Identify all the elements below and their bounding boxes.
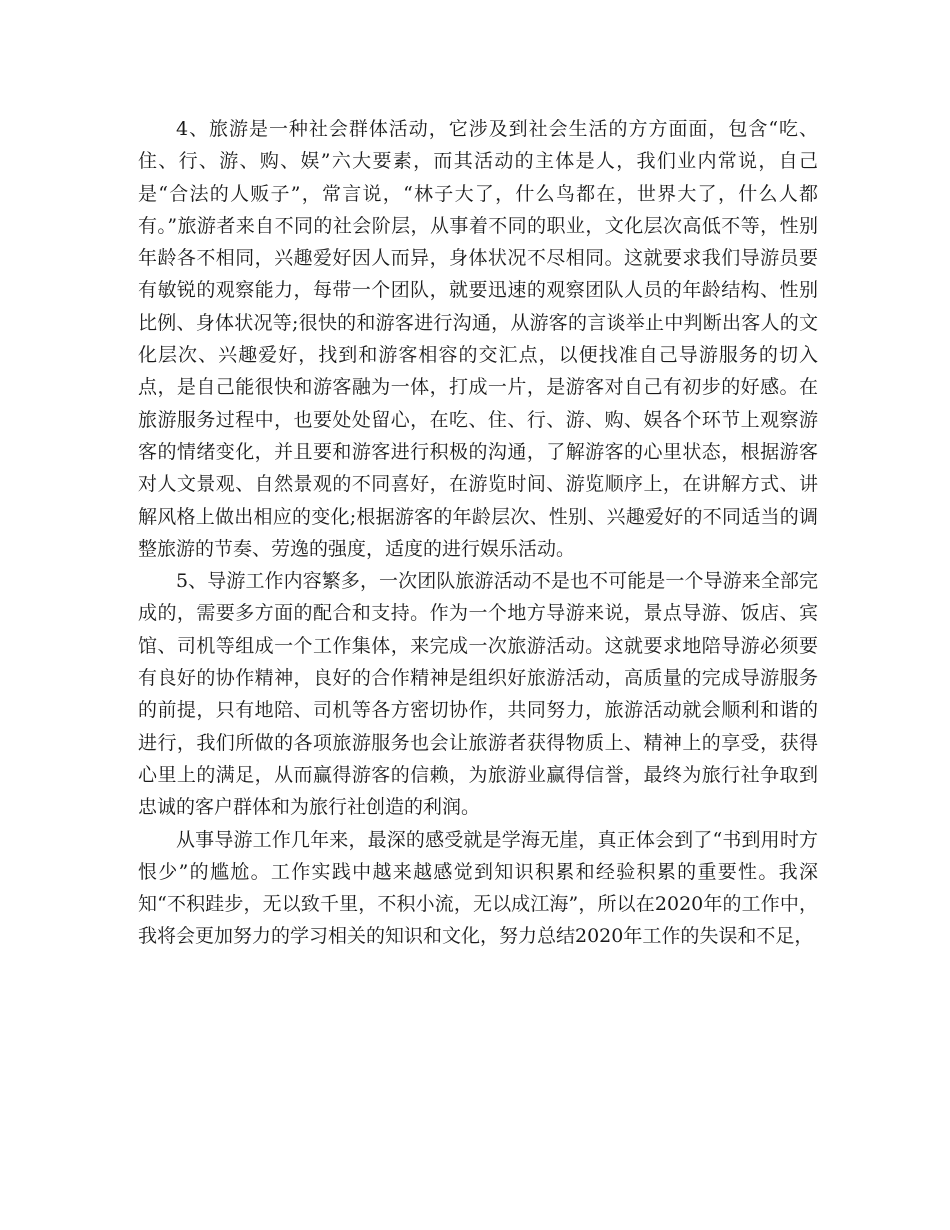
paragraph-guide-observation: 4、旅游是一种社会群体活动，它涉及到社会生活的方方面面，包含“吃、住、行、游、购、娱”六大要素，而其活动的主体是人，我们业内常说，自己是“合法的人贩子”，常言说，“林子大了，什么鸟都在，世界大了，什么人都有。”旅游者来自不同的社会阶层，从事着不同的职业，文化层次高低不等，性别年龄各不相同，兴趣爱好因人而异，身体状况不尽相同。这就要求我们导游员要有敏锐的观察能力，每带一个团队，就要迅速的观察团队人员的年龄结构、性别比例、身体状况等;很快的和游客进行沟通，从游客的言谈举止中判断出客人的文化层次、兴趣爱好，找到和游客相容的交汇点，以便找准自己导游服务的切入点，是自己能很快和游客融为一体，打成一片，是游客对自己有初步的好感。在旅游服务过程中，也要处处留心，在吃、住、行、游、购、娱各个环节上观察游客的情绪变化，并且要和游客进行积极的沟通，了解游客的心里状态，根据游客对人文景观、自然景观的不同喜好，在游览时间、游览顺序上，在讲解方式、讲解风格上做出相应的变化;根据游客的年龄层次、性别、兴趣爱好的不同适当的调整旅游的节奏、劳逸的强度，适度的进行娱乐活动。 (138, 118, 818, 560)
paragraph-work-reflection: 从事导游工作几年来，最深的感受就是学海无崖，真正体会到了“书到用时方恨少”的尴尬。工作实践中越来越感觉到知识积累和经验积累的重要性。我深知“不积跬步，无以致千里，不积小流，无以成江海”，所以在2020年的工作中，我将会更加努力的学习相关的知识和文化，努力总结2020年工作的失误和不足， (138, 828, 818, 948)
document-body (138, 113, 818, 953)
paragraph-guide-cooperation: 5、导游工作内容繁多，一次团队旅游活动不是也不可能是一个导游来全部完成的，需要多方面的配合和支持。作为一个地方导游来说，景点导游、饭店、宾馆、司机等组成一个工作集体，来完成一次旅游活动。这就要求地陪导游必须要有良好的协作精神，良好的合作精神是组织好旅游活动，高质量的完成导游服务的前提，只有地陪、司机等各方密切协作，共同努力，旅游活动就会顺利和谐的进行，我们所做的各项旅游服务也会让旅游者获得物质上、精神上的享受，获得心里上的满足，从而赢得游客的信赖，为旅游业赢得信誉，最终为旅行社争取到忠诚的客户群体和为旅行社创造的利润。 (138, 570, 818, 819)
